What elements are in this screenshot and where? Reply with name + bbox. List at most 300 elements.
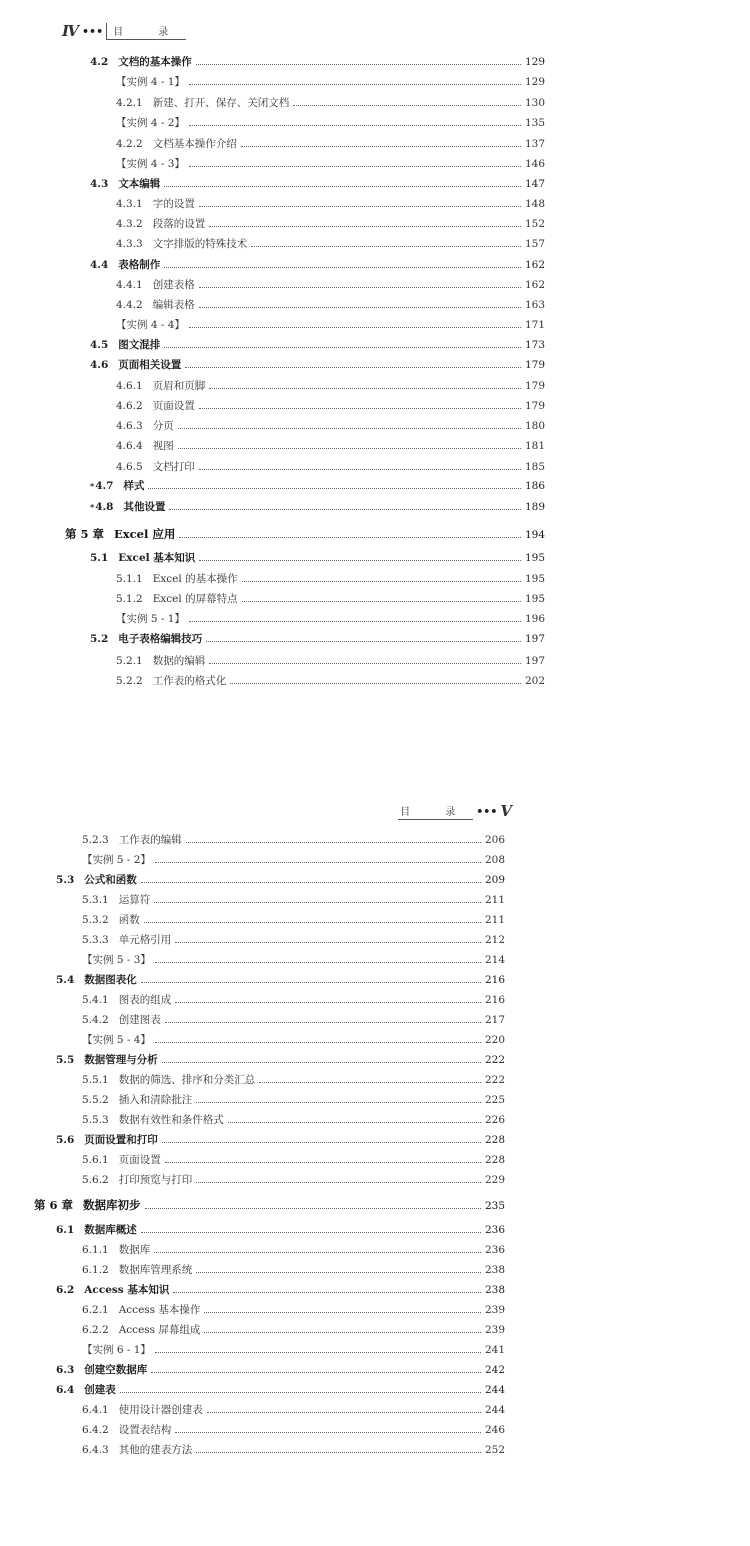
- toc-title: 图文混排: [118, 339, 161, 351]
- toc-page-number: 152: [524, 218, 545, 230]
- dot-leader: [209, 663, 521, 664]
- toc-number: 5.2.3: [82, 834, 109, 846]
- toc-number: 5.5.1: [82, 1074, 109, 1086]
- toc-number: 5.2.1: [116, 655, 143, 667]
- dot-leader: [196, 64, 521, 65]
- toc-title: 数据管理与分析: [84, 1054, 158, 1066]
- toc-number: 4.3.3: [116, 238, 143, 250]
- toc-number: 4.2: [90, 56, 109, 68]
- dot-leader: [259, 1082, 481, 1083]
- dot-leader: [155, 1042, 481, 1043]
- dot-leader: [141, 982, 481, 983]
- toc-page-number: 239: [484, 1304, 505, 1316]
- dot-leader: [179, 537, 521, 538]
- toc-number: 4.4.2: [116, 299, 143, 311]
- toc-subsection-row: [116, 379, 545, 393]
- toc-section-row: [56, 1053, 505, 1067]
- toc-number: 4.8: [95, 501, 114, 513]
- toc-section-row: [56, 1133, 505, 1147]
- toc-title: 表格制作: [118, 259, 161, 271]
- toc-page-number: 208: [484, 854, 505, 866]
- toc-page-number: 202: [524, 675, 545, 687]
- toc-title: 【实例 5 - 4】: [82, 1034, 151, 1046]
- toc-title: 运算符: [118, 894, 151, 906]
- toc-page-number: 238: [484, 1284, 505, 1296]
- toc-section-row: [90, 177, 545, 191]
- toc-title: 页面设置和打印: [84, 1134, 158, 1146]
- toc-page-number: 171: [524, 319, 545, 331]
- toc-section-row: [56, 1283, 505, 1297]
- toc-page-number: 220: [484, 1034, 505, 1046]
- toc-subsection-row: [82, 1403, 505, 1417]
- toc-number: 5.2: [90, 633, 109, 645]
- toc-title: 公式和函数: [84, 874, 137, 886]
- toc-number: 5.3.3: [82, 934, 109, 946]
- dot-leader: [228, 1122, 481, 1123]
- toc-title: 创建空数据库: [84, 1364, 148, 1376]
- toc-title: 【实例 6 - 1】: [82, 1344, 151, 1356]
- header-title: 目 录: [106, 23, 186, 40]
- toc-title: 段落的设置: [152, 218, 206, 230]
- toc-page-number: 185: [524, 461, 545, 473]
- dot-leader: [189, 327, 521, 328]
- toc-number: 4.2.2: [116, 138, 143, 150]
- toc-title: Access 基本操作: [118, 1304, 201, 1316]
- toc-number: 5.3.1: [82, 894, 109, 906]
- toc-number: 4.2.1: [116, 97, 143, 109]
- toc-page-number: 206: [484, 834, 505, 846]
- dot-leader: [165, 1162, 481, 1163]
- toc-number: 6.1.1: [82, 1244, 109, 1256]
- toc-number: 6.4.1: [82, 1404, 109, 1416]
- dot-leader: [175, 1002, 481, 1003]
- toc-page-number: 194: [524, 529, 545, 541]
- toc-title: 数据库管理系统: [118, 1264, 193, 1276]
- toc-title: 数据的编辑: [152, 655, 206, 667]
- toc-page-number: 214: [484, 954, 505, 966]
- toc-subsection-row: [82, 1073, 505, 1087]
- toc-title: 其他设置: [123, 501, 166, 513]
- dot-leader: [141, 1232, 481, 1233]
- dot-leader: [196, 1452, 481, 1453]
- toc-title: 【实例 4 - 1】: [116, 76, 185, 88]
- toc-title: 文字排版的特殊技术: [152, 238, 248, 250]
- toc-page-number: 216: [484, 974, 505, 986]
- toc-example-row: [116, 157, 545, 171]
- dot-leader: [155, 862, 481, 863]
- toc-title: 打印预览与打印: [118, 1174, 193, 1186]
- dot-leader: [189, 125, 521, 126]
- toc-title: 【实例 5 - 2】: [82, 854, 151, 866]
- toc-title: 工作表的格式化: [152, 675, 227, 687]
- toc-number: 5.3.2: [82, 914, 109, 926]
- toc-subsection-row: [82, 1423, 505, 1437]
- toc-section-row: [90, 258, 545, 272]
- toc-subsection-row: [82, 1443, 505, 1457]
- dot-leader: [293, 105, 521, 106]
- toc-chapter-row: [34, 1198, 505, 1212]
- dot-leader: [241, 146, 521, 147]
- toc-subsection-row: [82, 1113, 505, 1127]
- toc-subsection-row: [116, 460, 545, 474]
- toc-title: 插入和清除批注: [118, 1094, 193, 1106]
- toc-page-number: 228: [484, 1134, 505, 1146]
- toc-title: 文档打印: [152, 461, 195, 473]
- dot-leader: [199, 287, 521, 288]
- toc-page-number: 130: [524, 97, 545, 109]
- toc-page-number: 195: [524, 552, 545, 564]
- toc-example-row: [82, 853, 505, 867]
- toc-subsection-row: [116, 217, 545, 231]
- toc-page-number: 236: [484, 1224, 505, 1236]
- toc-title: 数据库初步: [83, 1198, 141, 1212]
- toc-page-number: 244: [484, 1384, 505, 1396]
- header-dots: •••: [82, 24, 104, 38]
- toc-section-row: [56, 1363, 505, 1377]
- toc-number: 5.6.2: [82, 1174, 109, 1186]
- toc-subsection-row: [82, 1013, 505, 1027]
- toc-title: 创建表格: [152, 279, 195, 291]
- toc-page-number: 236: [484, 1244, 505, 1256]
- toc-page-number: 129: [524, 56, 545, 68]
- toc-subsection-row: [116, 96, 545, 110]
- toc-subsection-row: [82, 1323, 505, 1337]
- toc-subsection-row: [116, 278, 545, 292]
- toc-title: 设置表结构: [118, 1424, 172, 1436]
- toc-subsection-row: [116, 572, 545, 586]
- toc-page-number: 217: [484, 1014, 505, 1026]
- toc-page-number: 186: [524, 480, 545, 492]
- toc-title: 【实例 5 - 3】: [82, 954, 151, 966]
- toc-page-number: 222: [484, 1054, 505, 1066]
- toc-title: 单元格引用: [118, 934, 172, 946]
- toc-page-number: 129: [524, 76, 545, 88]
- dot-leader: [178, 448, 521, 449]
- toc-number: 4.5: [90, 339, 109, 351]
- dot-leader: [204, 1312, 481, 1313]
- dot-leader: [173, 1292, 481, 1293]
- toc-page-number: 162: [524, 279, 545, 291]
- toc-section-row: [90, 55, 545, 69]
- dot-leader: [230, 683, 521, 684]
- toc-title: 创建图表: [118, 1014, 161, 1026]
- toc-page-number: 189: [524, 501, 545, 513]
- toc-subsection-row: [116, 654, 545, 668]
- toc-example-row: [116, 612, 545, 626]
- toc-section-row: [90, 551, 545, 565]
- toc-title: 视图: [152, 440, 174, 452]
- toc-subsection-row: [116, 399, 545, 413]
- dot-leader: [185, 367, 521, 368]
- toc-number: 4.4: [90, 259, 109, 271]
- toc-number: 6.2.2: [82, 1324, 109, 1336]
- dot-leader: [206, 641, 521, 642]
- toc-title: Access 基本知识: [84, 1284, 170, 1296]
- dot-leader: [199, 307, 521, 308]
- toc-page-number: 162: [524, 259, 545, 271]
- toc-title: Access 屏幕组成: [118, 1324, 201, 1336]
- toc-page-number: 180: [524, 420, 545, 432]
- toc-title: 函数: [118, 914, 140, 926]
- toc-number: 5.6: [56, 1134, 75, 1146]
- toc-title: Excel 应用: [114, 527, 176, 541]
- toc-title: 数据有效性和条件格式: [118, 1114, 224, 1126]
- toc-page-number: 225: [484, 1094, 505, 1106]
- toc-number: 4.4.1: [116, 279, 143, 291]
- toc-title: 【实例 5 - 1】: [116, 613, 185, 625]
- toc-page-number: 196: [524, 613, 545, 625]
- dot-leader: [189, 621, 521, 622]
- dot-leader: [251, 246, 521, 247]
- toc-title: 字的设置: [152, 198, 195, 210]
- toc-number: 5.5: [56, 1054, 75, 1066]
- toc-page-number: 242: [484, 1364, 505, 1376]
- toc-title: 【实例 4 - 2】: [116, 117, 185, 129]
- toc-example-row: [116, 318, 545, 332]
- toc-subsection-row: [82, 1153, 505, 1167]
- toc-page-number: 137: [524, 138, 545, 150]
- dot-leader: [144, 922, 481, 923]
- toc-example-row: [116, 116, 545, 130]
- toc-subsection-row: [82, 1263, 505, 1277]
- toc-title: 编辑表格: [152, 299, 195, 311]
- toc-page-number: 209: [484, 874, 505, 886]
- toc-section-row: [90, 500, 545, 514]
- toc-number: 5.6.1: [82, 1154, 109, 1166]
- toc-page-number: 179: [524, 380, 545, 392]
- toc-subsection-row: [82, 1173, 505, 1187]
- dot-leader: [151, 1372, 481, 1373]
- dot-leader: [199, 408, 521, 409]
- toc-example-row: [82, 1343, 505, 1357]
- toc-title: 图表的组成: [118, 994, 172, 1006]
- toc-subsection-row: [116, 137, 545, 151]
- dot-leader: [154, 1252, 481, 1253]
- toc-title: 数据库: [118, 1244, 151, 1256]
- toc-title: 页面设置: [152, 400, 195, 412]
- toc-title: 样式: [123, 480, 145, 492]
- toc-number: 6.4: [56, 1384, 75, 1396]
- dot-leader: [196, 1182, 481, 1183]
- dot-leader: [209, 226, 521, 227]
- dot-leader: [162, 1062, 481, 1063]
- optional-marker: *: [90, 502, 95, 512]
- toc-number: 4.6.4: [116, 440, 143, 452]
- toc-number: 第 6 章: [34, 1198, 74, 1212]
- page-header: [62, 22, 186, 40]
- toc-subsection-row: [82, 1243, 505, 1257]
- toc-title: 页面相关设置: [118, 359, 182, 371]
- toc-section-row: [90, 338, 545, 352]
- toc-page-number: 239: [484, 1324, 505, 1336]
- toc-example-row: [82, 953, 505, 967]
- toc-title: 创建表: [84, 1384, 116, 1396]
- toc-number: 5.1.2: [116, 593, 143, 605]
- dot-leader: [207, 1412, 481, 1413]
- toc-number: 6.1: [56, 1224, 75, 1236]
- toc-page-number: 195: [524, 573, 545, 585]
- toc-number: 4.3: [90, 178, 109, 190]
- toc-title: 电子表格编辑技巧: [118, 633, 203, 645]
- toc-example-row: [82, 1033, 505, 1047]
- toc-page-number: 226: [484, 1114, 505, 1126]
- toc-page-iv: [0, 0, 750, 760]
- toc-page-number: 157: [524, 238, 545, 250]
- toc-number: 5.4.2: [82, 1014, 109, 1026]
- page-number-roman: Ⅳ: [62, 22, 80, 40]
- toc-subsection-row: [82, 1303, 505, 1317]
- dot-leader: [242, 581, 521, 582]
- dot-leader: [164, 267, 521, 268]
- toc-number: 5.1.1: [116, 573, 143, 585]
- toc-page-number: 147: [524, 178, 545, 190]
- toc-section-row: [56, 873, 505, 887]
- toc-subsection-row: [116, 237, 545, 251]
- dot-leader: [162, 1142, 481, 1143]
- toc-page-number: 146: [524, 158, 545, 170]
- toc-page-number: 229: [484, 1174, 505, 1186]
- toc-title: 数据的筛选、排序和分类汇总: [118, 1074, 256, 1086]
- toc-page-number: 216: [484, 994, 505, 1006]
- toc-number: 6.1.2: [82, 1264, 109, 1276]
- toc-subsection-row: [116, 439, 545, 453]
- toc-page-number: 246: [484, 1424, 505, 1436]
- toc-subsection-row: [82, 833, 505, 847]
- toc-section-row: [56, 973, 505, 987]
- toc-subsection-row: [116, 197, 545, 211]
- dot-leader: [169, 509, 520, 510]
- dot-leader: [175, 942, 481, 943]
- toc-number: 5.5.2: [82, 1094, 109, 1106]
- dot-leader: [204, 1332, 481, 1333]
- toc-title: 页眉和页脚: [152, 380, 206, 392]
- toc-number: 4.6.2: [116, 400, 143, 412]
- toc-page-number: 195: [524, 593, 545, 605]
- toc-page-v: [0, 760, 750, 1546]
- dot-leader: [148, 488, 520, 489]
- toc-number: 4.6.1: [116, 380, 143, 392]
- toc-number: 6.2: [56, 1284, 75, 1296]
- toc-chapter-row: [65, 527, 545, 541]
- toc-subsection-row: [82, 993, 505, 1007]
- dot-leader: [178, 428, 521, 429]
- dot-leader: [141, 882, 481, 883]
- dot-leader: [209, 388, 521, 389]
- toc-number: 5.1: [90, 552, 109, 564]
- header-dots: •••: [476, 804, 498, 818]
- dot-leader: [120, 1392, 481, 1393]
- toc-page-number: 211: [484, 914, 505, 926]
- toc-example-row: [116, 75, 545, 89]
- dot-leader: [155, 1352, 481, 1353]
- toc-title: Excel 的基本操作: [152, 573, 238, 585]
- dot-leader: [189, 166, 521, 167]
- toc-section-row: [56, 1383, 505, 1397]
- toc-page-number: 244: [484, 1404, 505, 1416]
- toc-page-number: 235: [484, 1200, 505, 1212]
- dot-leader: [199, 206, 521, 207]
- toc-title: 新建、打开、保存、关闭文档: [152, 97, 290, 109]
- dot-leader: [186, 842, 481, 843]
- toc-section-row: [90, 358, 545, 372]
- toc-page-number: 211: [484, 894, 505, 906]
- toc-number: 4.6.3: [116, 420, 143, 432]
- toc-subsection-row: [116, 419, 545, 433]
- dot-leader: [196, 1272, 481, 1273]
- dot-leader: [199, 469, 521, 470]
- toc-subsection-row: [82, 933, 505, 947]
- toc-page-number: 252: [484, 1444, 505, 1456]
- toc-title: 工作表的编辑: [118, 834, 182, 846]
- toc-subsection-row: [82, 1093, 505, 1107]
- toc-number: 4.7: [95, 480, 114, 492]
- toc-subsection-row: [116, 592, 545, 606]
- dot-leader: [196, 1102, 481, 1103]
- toc-subsection-row: [116, 674, 545, 688]
- toc-number: 4.3.2: [116, 218, 143, 230]
- toc-section-row: [90, 479, 545, 493]
- toc-page-number: 238: [484, 1264, 505, 1276]
- toc-title: 文档的基本操作: [118, 56, 192, 68]
- page-number-roman: Ⅴ: [500, 802, 512, 820]
- toc-number: 4.6.5: [116, 461, 143, 473]
- toc-number: 第 5 章: [65, 527, 105, 541]
- dot-leader: [155, 962, 481, 963]
- toc-page-number: 179: [524, 400, 545, 412]
- toc-page-number: 222: [484, 1074, 505, 1086]
- toc-title: 【实例 4 - 3】: [116, 158, 185, 170]
- toc-subsection-row: [82, 893, 505, 907]
- toc-page-number: 197: [524, 633, 545, 645]
- dot-leader: [164, 347, 521, 348]
- toc-section-row: [90, 632, 545, 646]
- toc-page-number: 228: [484, 1154, 505, 1166]
- toc-number: 6.4.3: [82, 1444, 109, 1456]
- toc-title: 文本编辑: [118, 178, 161, 190]
- header-title: 目 录: [398, 803, 473, 820]
- toc-page-number: 163: [524, 299, 545, 311]
- toc-page-number: 181: [524, 440, 545, 452]
- dot-leader: [199, 560, 521, 561]
- toc-title: 使用设计器创建表: [118, 1404, 203, 1416]
- optional-marker: *: [90, 481, 95, 491]
- toc-title: 数据图表化: [84, 974, 137, 986]
- toc-number: 6.4.2: [82, 1424, 109, 1436]
- toc-title: Excel 基本知识: [118, 552, 196, 564]
- toc-number: 5.4.1: [82, 994, 109, 1006]
- toc-number: 5.2.2: [116, 675, 143, 687]
- toc-page-number: 179: [524, 359, 545, 371]
- dot-leader: [242, 601, 521, 602]
- toc-page-number: 173: [524, 339, 545, 351]
- toc-number: 4.3.1: [116, 198, 143, 210]
- toc-number: 5.3: [56, 874, 75, 886]
- toc-number: 5.5.3: [82, 1114, 109, 1126]
- toc-subsection-row: [82, 913, 505, 927]
- page-header: [398, 802, 512, 820]
- toc-title: Excel 的屏幕特点: [152, 593, 238, 605]
- toc-page-number: 135: [524, 117, 545, 129]
- dot-leader: [175, 1432, 481, 1433]
- toc-subsection-row: [116, 298, 545, 312]
- toc-title: 文档基本操作介绍: [152, 138, 237, 150]
- toc-title: 数据库概述: [84, 1224, 137, 1236]
- toc-number: 6.3: [56, 1364, 75, 1376]
- toc-title: 分页: [152, 420, 174, 432]
- toc-number: 4.6: [90, 359, 109, 371]
- toc-page-number: 197: [524, 655, 545, 667]
- toc-number: 6.2.1: [82, 1304, 109, 1316]
